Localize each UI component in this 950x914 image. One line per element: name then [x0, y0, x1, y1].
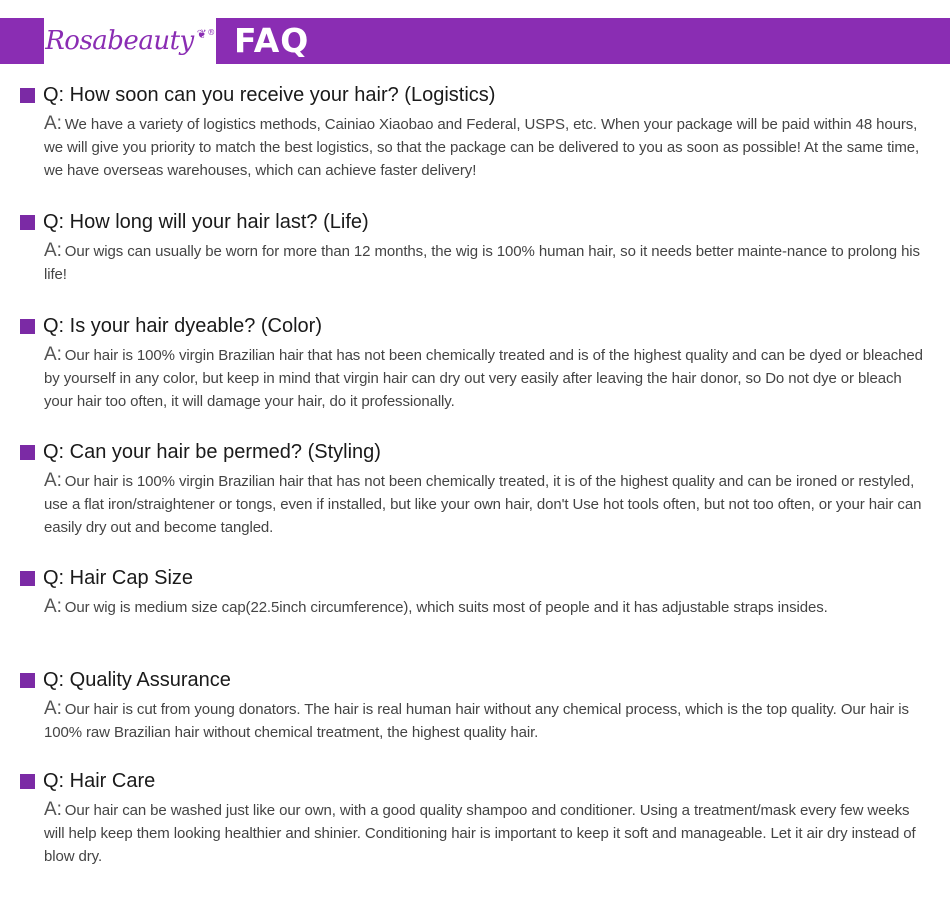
answer-body: Our hair is 100% virgin Brazilian hair that has not been chemically treated, it is of the highest quality and can be ironed or restyled, use a flat iron/straightener or tongs, even if installed, but like your own hair, don't Use hot tools often, but not too often, or your hair can easily dry out and become tangled. [44, 473, 922, 536]
answer-body: Our hair is 100% virgin Brazilian hair that has not been chemically treated and is of the highest quality and can be dyed or bleached by yourself in any color, but keep in mind that virgin hair can dry out very easily after leaving the hair donor, so Do not dye or bleach your hair too often, it will damage your hair, do it professionally. [44, 347, 923, 410]
answer-prefix: A: [44, 470, 62, 491]
question-text: Q: How long will your hair last? (Life) [43, 210, 369, 233]
answer-prefix: A: [44, 113, 62, 134]
question-text: Q: Can your hair be permed? (Styling) [43, 440, 381, 463]
answer-text [44, 239, 924, 286]
answer-text [44, 798, 924, 868]
answer-prefix: A: [44, 596, 62, 617]
answer-text [44, 343, 924, 413]
faq-question [20, 209, 369, 235]
answer-body: Our hair can be washed just like our own, with a good quality shampoo and conditioner. Using a treatment/mask every few weeks will help keep them looking healthier and shinier. Conditioning hair is important to keep it soft and manageable. Let it air dry instead of blow dry. [44, 802, 916, 865]
faq-header-bar [0, 18, 950, 64]
answer-body: Our hair is cut from young donators. The hair is real human hair without any chemical process, which is the top quality. Our hair is 100% raw Brazilian hair without chemical treatment, the highest quality hair. [44, 701, 909, 741]
square-bullet-icon [20, 319, 35, 334]
registered-mark: ® [207, 27, 215, 37]
answer-prefix: A: [44, 344, 62, 365]
square-bullet-icon [20, 673, 35, 688]
page-title: FAQ [234, 21, 310, 60]
faq-question [20, 82, 495, 108]
answer-prefix: A: [44, 240, 62, 261]
answer-text [44, 697, 924, 744]
question-text: Q: How soon can you receive your hair? (Logistics) [43, 83, 496, 106]
answer-body: Our wigs can usually be worn for more than 12 months, the wig is 100% human hair, so it needs better mainte-nance to prolong his life! [44, 243, 920, 283]
question-text: Q: Is your hair dyeable? (Color) [43, 314, 323, 337]
question-text: Q: Hair Cap Size [43, 566, 194, 589]
question-text: Q: Quality Assurance [43, 668, 231, 691]
answer-text [44, 595, 924, 619]
square-bullet-icon [20, 215, 35, 230]
faq-question [20, 565, 193, 591]
faq-question [20, 768, 155, 794]
leaf-icon: ❦ [196, 27, 207, 41]
faq-question [20, 667, 231, 693]
question-text: Q: Hair Care [43, 769, 156, 792]
answer-prefix: A: [44, 698, 62, 719]
square-bullet-icon [20, 445, 35, 460]
answer-body: We have a variety of logistics methods, Cainiao Xiaobao and Federal, USPS, etc. When your package will be paid within 48 hours, we will give you priority to match the best logistics, so that the package can be delivered to you as soon as possible! At the same time, we have overseas warehouses, which can achieve faster delivery! [44, 116, 920, 179]
square-bullet-icon [20, 571, 35, 586]
faq-question [20, 313, 322, 339]
brand-logo [44, 18, 216, 64]
answer-prefix: A: [44, 799, 62, 820]
faq-question [20, 439, 381, 465]
answer-body: Our wig is medium size cap(22.5inch circumference), which suits most of people and it has adjustable straps insides. [64, 599, 828, 616]
square-bullet-icon [20, 774, 35, 789]
answer-text [44, 112, 924, 182]
square-bullet-icon [20, 88, 35, 103]
brand-logo-text: Rosabeauty [45, 26, 194, 56]
answer-text [44, 469, 924, 539]
